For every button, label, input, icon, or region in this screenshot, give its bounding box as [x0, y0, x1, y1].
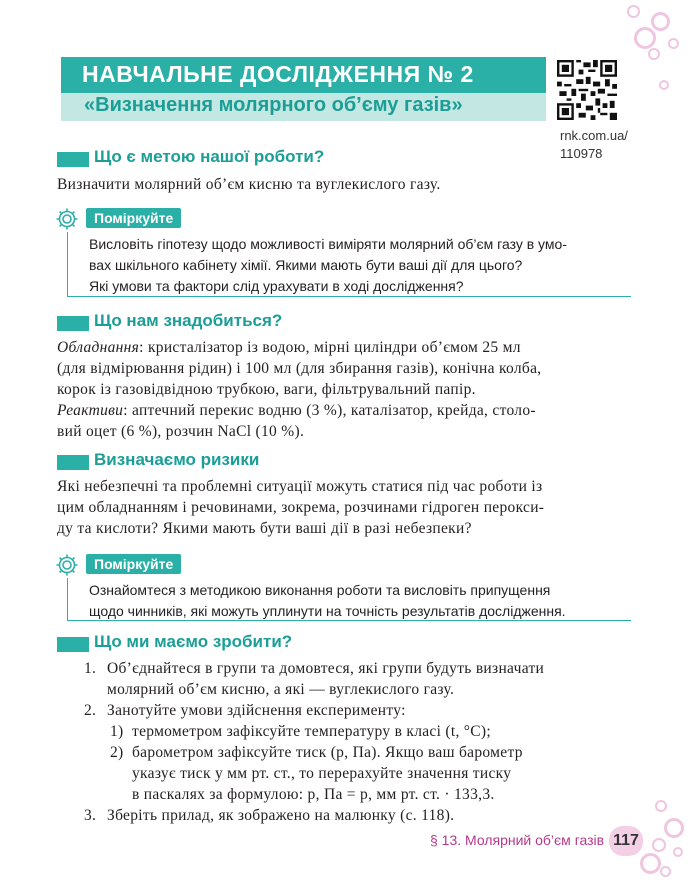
think-badge: Поміркуйте: [86, 208, 181, 228]
section-title-goal: Що є метою нашої роботи?: [94, 147, 325, 166]
list-item: Зберіть прилад, як зображено на малюнку (с. 118).: [107, 807, 455, 824]
section-title-needs: Що нам знадобиться?: [94, 311, 283, 330]
footer-section-label: § 13. Молярний об’єм газів: [430, 832, 605, 848]
section-marker: [57, 455, 89, 470]
section-marker: [57, 637, 89, 652]
text-line: щодо чинників, які можуть уплинути на точність результатів дослідження.: [89, 603, 566, 619]
reagents-label: Реактиви: [57, 402, 124, 419]
risks-text: [57, 476, 544, 539]
sublist-item: [132, 742, 523, 805]
gear-icon: [55, 207, 79, 231]
section-marker: [57, 316, 89, 331]
text-line: [57, 337, 637, 358]
section-title-todo: Що ми маємо зробити?: [94, 632, 293, 651]
sublist-number: 1): [110, 723, 124, 740]
text-line-part: : аптечний перекис водню (3 %), каталізатор, крейда, столо-: [123, 402, 536, 419]
page-number: 117: [609, 826, 643, 856]
text-line: Висловіть гіпотезу щодо можливості виміряти молярний об’єм газу в умо-: [89, 236, 567, 252]
text-line: барометром зафіксуйте тиск (p, Па). Якщо ваш барометр: [132, 744, 523, 761]
text-line: Які небезпечні та проблемні ситуації можуть статися під час роботи із: [57, 478, 543, 495]
qr-url[interactable]: [560, 127, 628, 163]
qr-url-line2: 110978: [560, 146, 603, 161]
text-line: Які умови та фактори слід урахувати в ході дослідження?: [89, 278, 464, 294]
qr-url-line1: rnk.com.ua/: [560, 128, 628, 143]
equipment-label: Обладнання: [57, 339, 140, 356]
text-line: (для відмірювання рідин) і 100 мл (для збирання газів), конічна колба,: [57, 360, 542, 377]
list-item: [107, 658, 544, 700]
goal-text: Визначити молярний об’єм кисню та вуглекислого газу.: [57, 176, 441, 193]
sublist-number: 2): [110, 744, 124, 761]
text-line: корок із газовідвідною трубкою, ваги, фільтрувальний папір.: [57, 381, 476, 398]
section-title-risks: Визначаємо ризики: [94, 450, 260, 469]
list-item: Занотуйте умови здійснення експерименту:: [107, 702, 406, 719]
think-text-1: [89, 234, 567, 297]
needs-text: [57, 337, 637, 442]
text-line: цим обладнанням і речовинами, зокрема, розчинами гідроген перокси-: [57, 499, 545, 516]
text-line: в паскалях за формулою: p, Па = p, мм рт. ст. · 133,3.: [132, 786, 495, 803]
text-line-part: : кристалізатор із водою, мірні циліндри об’ємом 25 мл: [139, 339, 521, 356]
section-marker: [57, 152, 89, 167]
text-line: ду та кислоти? Якими мають бути ваші дії в разі небезпеки?: [57, 520, 472, 537]
list-number: 2.: [84, 702, 97, 719]
think-badge: Поміркуйте: [86, 554, 181, 574]
qr-code-icon[interactable]: [557, 60, 617, 120]
text-line: вах шкільного кабінету хімії. Якими мають бути ваші дії для цього?: [89, 257, 523, 273]
text-line: Об’єднайтеся в групи та домовтеся, які групи будуть визначати: [107, 660, 545, 677]
text-line: молярний об’єм кисню, а які — вуглекислого газу.: [107, 681, 455, 698]
gear-icon: [55, 553, 79, 577]
page-title: НАВЧАЛЬНЕ ДОСЛІДЖЕННЯ № 2: [82, 61, 474, 87]
text-line: [57, 400, 637, 421]
think-text-2: [89, 580, 566, 622]
text-line: указує тиск у мм рт. ст., то перерахуйте значення тиску: [132, 765, 512, 782]
list-number: 3.: [84, 807, 97, 824]
page-subtitle: «Визначення молярного об’єму газів»: [84, 94, 463, 116]
text-line: вий оцет (6 %), розчин NaCl (10 %).: [57, 423, 305, 440]
list-number: 1.: [84, 660, 97, 677]
sublist-item: термометром зафіксуйте температуру в класі (t, °С);: [132, 723, 491, 740]
text-line: Ознайомтеся з методикою виконання роботи та висловіть припущення: [89, 582, 551, 598]
